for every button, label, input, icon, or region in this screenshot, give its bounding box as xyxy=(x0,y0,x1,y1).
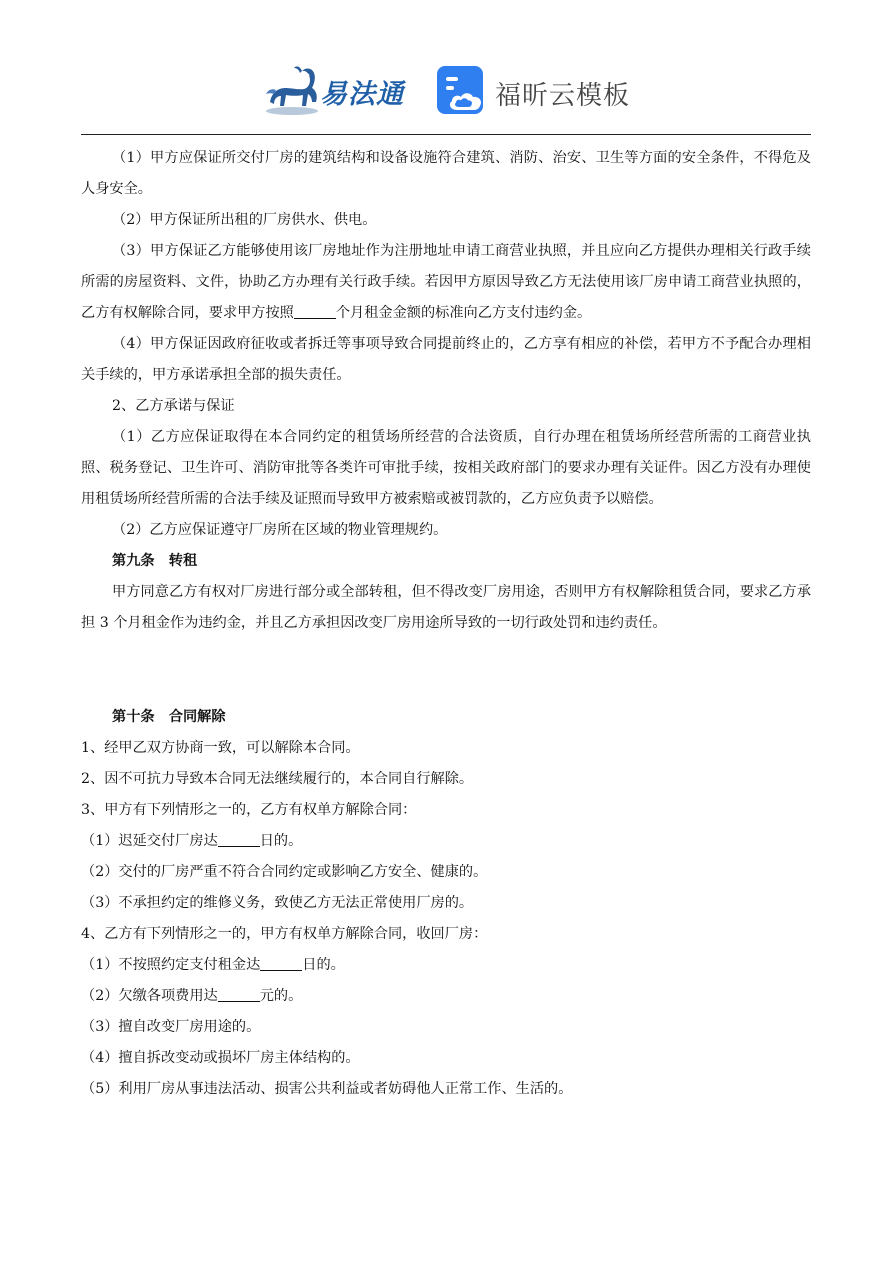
paragraph xyxy=(81,826,811,857)
paragraph: （2）甲方保证所出租的厂房供水、供电。 xyxy=(112,212,377,228)
fuxin-logo-text: 福昕云模板 xyxy=(495,81,631,111)
paragraph: （2）乙方应保证遵守厂房所在区域的物业管理规约。 xyxy=(112,522,448,538)
paragraph: 3、甲方有下列情形之一的，乙方有权单方解除合同： xyxy=(81,802,417,818)
paragraph-spacer xyxy=(81,655,811,686)
paragraph xyxy=(81,236,811,329)
fill-in-blank xyxy=(218,987,260,1002)
paragraph: （3）不承担约定的维修义务，致使乙方无法正常使用厂房的。 xyxy=(81,895,474,911)
document-body xyxy=(81,143,811,1105)
section-heading: 第十条 合同解除 xyxy=(112,709,226,725)
paragraph: （4）甲方保证因政府征收或者拆迁等事项导致合同提前终止的，乙方享有相应的补偿，若甲方不予配合办理相关手续的，甲方承诺承担全部的损失责任。 xyxy=(81,336,811,383)
paragraph xyxy=(81,981,811,1012)
paragraph-text: （2）欠缴各项费用达 xyxy=(81,988,218,1004)
paragraph: 甲方同意乙方有权对厂房进行部分或全部转租，但不得改变厂房用途，否则甲方有权解除租赁合同，要求乙方承担 3 个月租金作为违约金，并且乙方承担因改变厂房用途所导致的一切行政处罚和违约责任。 xyxy=(81,584,811,631)
yifatong-logo-text: 易法通 xyxy=(320,79,404,110)
yifatong-logo xyxy=(262,62,414,116)
paragraph-text: （3）甲方保证乙方能够使用该厂房地址作为注册地址申请工商营业执照，并且应向乙方提供办理相关行政手续所需的房屋资料、文件，协助乙方办理有关行政手续。若因甲方原因导致乙方无法使用该厂房申请工商营业执照的，乙方有权解除合同，要求甲方按照 xyxy=(81,243,811,321)
paragraph: （1）乙方应保证取得在本合同约定的租赁场所经营的合法资质，自行办理在租赁场所经营所需的工商营业执照、税务登记、卫生许可、消防审批等各类许可审批手续，按相关政府部门的要求办理有关证件。因乙方没有办理使用租赁场所经营所需的合法手续及证照而导致甲方被索赔或被罚款的，乙方应负责予以赔偿。 xyxy=(81,429,811,507)
paragraph-text: 元的。 xyxy=(259,988,303,1004)
paragraph xyxy=(81,950,811,981)
fill-in-blank xyxy=(260,956,302,971)
paragraph: （5）利用厂房从事违法活动、损害公共利益或者妨碍他人正常工作、生活的。 xyxy=(81,1081,573,1097)
fill-in-blank xyxy=(218,832,260,847)
paragraph: （2）交付的厂房严重不符合合同约定或影响乙方安全、健康的。 xyxy=(81,864,488,880)
paragraph: 2、乙方承诺与保证 xyxy=(112,398,235,414)
header-divider xyxy=(81,134,811,135)
paragraph-text: 日的。 xyxy=(259,833,303,849)
paragraph: 4、乙方有下列情形之一的，甲方有权单方解除合同，收回厂房： xyxy=(81,926,488,942)
cloud-document-icon xyxy=(435,64,487,116)
fuxin-logo xyxy=(435,64,635,118)
section-heading: 第九条 转租 xyxy=(112,553,198,569)
fill-in-blank xyxy=(294,304,336,319)
paragraph: （4）擅自拆改变动或损坏厂房主体结构的。 xyxy=(81,1050,360,1066)
paragraph-text: （1）迟延交付厂房达 xyxy=(81,833,218,849)
paragraph-text: 个月租金金额的标准向乙方支付违约金。 xyxy=(335,305,592,321)
paragraph: （1）甲方应保证所交付厂房的建筑结构和设备设施符合建筑、消防、治安、卫生等方面的安全条件，不得危及人身安全。 xyxy=(81,150,811,197)
paragraph: 1、经甲乙双方协商一致，可以解除本合同。 xyxy=(81,740,360,756)
paragraph: （3）擅自改变厂房用途的。 xyxy=(81,1019,261,1035)
paragraph-text: （1）不按照约定支付租金达 xyxy=(81,957,261,973)
paragraph: 2、因不可抗力导致本合同无法继续履行的，本合同自行解除。 xyxy=(81,771,474,787)
paragraph-text: 日的。 xyxy=(302,957,345,973)
page-header xyxy=(0,58,893,120)
qilin-icon xyxy=(262,62,322,116)
